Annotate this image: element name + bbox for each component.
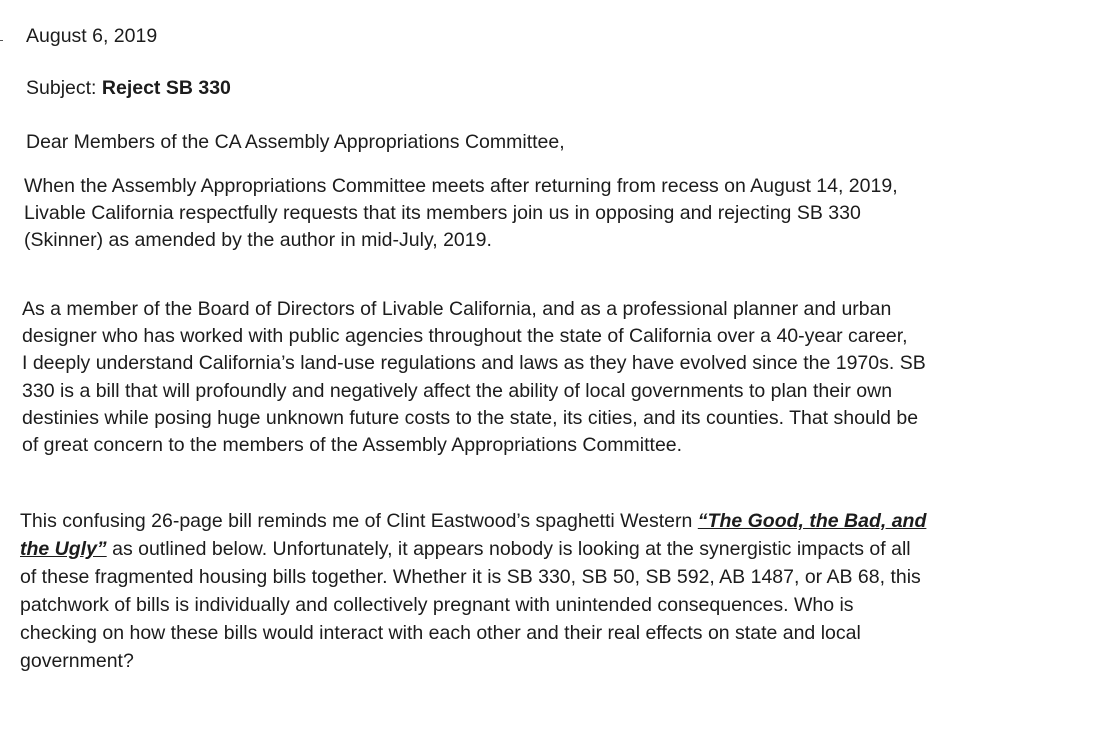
paragraph-3-line: patchwork of bills is individually and collectively pregnant with unintended consequences. Who is bbox=[20, 594, 854, 616]
paragraph-1 bbox=[24, 173, 1094, 254]
paragraph-3-line bbox=[20, 536, 1090, 564]
paragraph-3-line: of these fragmented housing bills together. Whether it is SB 330, SB 50, SB 592, AB 1487, or AB 68, this bbox=[20, 566, 921, 588]
paragraph-2-line: As a member of the Board of Directors of Livable California, and as a professional planner and urban bbox=[22, 298, 892, 320]
paragraph-2-line: designer who has worked with public agencies throughout the state of California over a 40-year career, bbox=[22, 325, 908, 348]
letter-date: August 6, 2019 bbox=[26, 25, 158, 47]
paragraph-1-line: Livable California respectfully requests that its members join us in opposing and rejecting SB 330 bbox=[24, 202, 861, 224]
subject-value: Reject SB 330 bbox=[101, 77, 231, 99]
paragraph-3 bbox=[20, 508, 1090, 676]
subject-label: Subject: bbox=[26, 77, 97, 99]
letter-subject bbox=[26, 74, 231, 103]
scan-edge-mark bbox=[0, 40, 3, 41]
paragraph-1-line: (Skinner) as amended by the author in mid-July, 2019. bbox=[24, 229, 492, 251]
paragraph-2-line: of great concern to the members of the Assembly Appropriations Committee. bbox=[22, 433, 683, 456]
paragraph-2-line: I deeply understand California’s land-use regulations and laws as they have evolved since the 1970s. SB bbox=[22, 352, 926, 375]
paragraph-3-intro: This confusing 26-page bill reminds me of Clint Eastwood’s spaghetti Western bbox=[20, 510, 698, 532]
letter-salutation: Dear Members of the CA Assembly Appropriations Committee, bbox=[26, 131, 565, 153]
paragraph-3-line bbox=[20, 508, 1090, 536]
paragraph-2-line: 330 is a bill that will profoundly and negatively affect the ability of local governments to plan their own bbox=[22, 379, 893, 402]
paragraph-1-line: When the Assembly Appropriations Committee meets after returning from recess on August 14, 2019, bbox=[24, 175, 898, 197]
paragraph-2 bbox=[22, 296, 1092, 459]
movie-title: “The Good, the Bad, and bbox=[697, 510, 927, 532]
paragraph-3-line: government? bbox=[20, 650, 134, 672]
paragraph-3-line: checking on how these bills would interact with each other and their real effects on state and local bbox=[20, 622, 861, 644]
paragraph-3-continuation: as outlined below. Unfortunately, it appears nobody is looking at the synergistic impacts of all bbox=[106, 538, 911, 560]
movie-title-end: the Ugly” bbox=[20, 538, 107, 560]
paragraph-2-line: destinies while posing huge unknown future costs to the state, its cities, and its counties. That should be bbox=[22, 406, 919, 429]
